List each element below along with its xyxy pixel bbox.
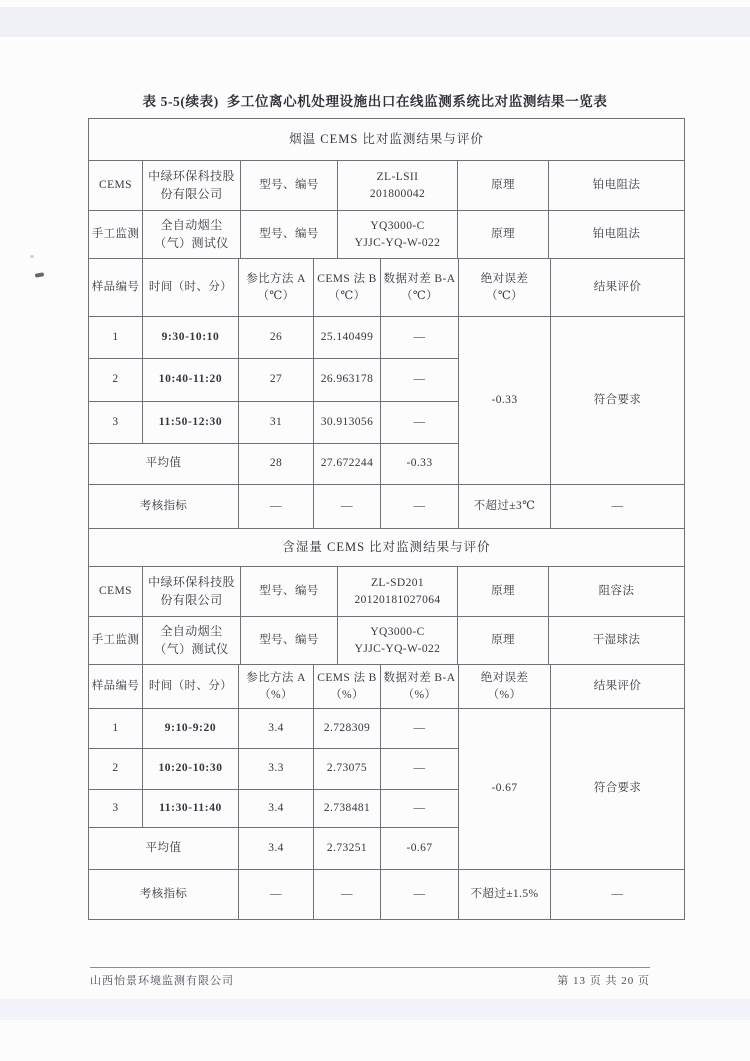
header-line1: 绝对误差 — [480, 671, 529, 684]
cell-cems-value: 30.913056 — [314, 402, 381, 444]
cell-evaluation-merged: 符合要求 — [551, 317, 685, 485]
cell-assess-limit: 不超过±3℃ — [459, 485, 551, 529]
cell-device-name: 中绿环保科技股份有限公司 — [143, 161, 241, 211]
footer-page-number: 第 13 页 共 20 页 — [557, 975, 650, 987]
cell-system-label: CEMS — [89, 161, 143, 211]
cell-diff-value: — — [381, 790, 459, 828]
header-line1: 参比方法 A — [246, 272, 306, 285]
cell-system-label: 手工监测 — [89, 211, 143, 259]
cell-ref-value: 3.4 — [239, 790, 314, 828]
section1-title: 烟温 CEMS 比对监测结果与评价 — [89, 119, 685, 161]
col-header-data-diff — [381, 665, 459, 709]
cell-assess-label: 考核指标 — [89, 485, 239, 529]
assess-row — [89, 870, 685, 920]
cell-principle-label: 原理 — [458, 617, 549, 665]
cell-average-cems: 2.73251 — [314, 828, 381, 870]
col-header-time: 时间（时、分） — [143, 259, 239, 317]
scan-tint-band-bottom — [0, 999, 750, 1020]
cell-principle-label: 原理 — [458, 567, 549, 617]
cell-assess-cems: — — [314, 870, 381, 920]
cell-time: 10:40-11:20 — [143, 359, 239, 402]
cell-sample-no: 1 — [89, 709, 143, 749]
cell-time: 10:20-10:30 — [143, 749, 239, 790]
cell-average-ref: 3.4 — [239, 828, 314, 870]
cell-abs-error-merged: -0.33 — [459, 317, 551, 485]
cell-system-label: CEMS — [89, 567, 143, 617]
cell-sample-no: 1 — [89, 317, 143, 359]
cell-diff-value: — — [381, 317, 459, 359]
page-title: 表 5-5(续表) 多工位离心机处理设施出口在线监测系统比对监测结果一览表 — [142, 94, 608, 109]
cell-model-label: 型号、编号 — [241, 617, 338, 665]
cell-cems-value: 2.738481 — [314, 790, 381, 828]
model-number: ZL-LSII — [376, 170, 419, 183]
col-header-evaluation: 结果评价 — [551, 665, 685, 709]
header-line2: （℃） — [400, 289, 439, 302]
col-header-sample-no: 样品编号 — [89, 665, 143, 709]
cell-system-label: 手工监测 — [89, 617, 143, 665]
cell-cems-value: 2.728309 — [314, 709, 381, 749]
model-number: ZL-SD201 — [370, 576, 425, 589]
cell-principle-label: 原理 — [458, 211, 549, 259]
table-row — [89, 709, 685, 749]
cell-principle-value: 干湿球法 — [549, 617, 685, 665]
table-row — [89, 317, 685, 359]
col-header-abs-error — [459, 259, 551, 317]
cell-model-serial — [338, 161, 458, 211]
cell-ref-value: 3.3 — [239, 749, 314, 790]
col-header-sample-no: 样品编号 — [89, 259, 143, 317]
cell-assess-ref: — — [239, 870, 314, 920]
scan-speck — [35, 272, 45, 278]
cell-diff-value: — — [381, 402, 459, 444]
cell-principle-value: 铂电阻法 — [549, 211, 685, 259]
cell-ref-value: 26 — [239, 317, 314, 359]
cell-assess-result: — — [551, 485, 685, 529]
cell-model-serial — [338, 617, 458, 665]
col-header-evaluation: 结果评价 — [551, 259, 685, 317]
cell-cems-value: 2.73075 — [314, 749, 381, 790]
cell-model-serial — [338, 567, 458, 617]
results-table — [88, 118, 684, 920]
cell-cems-value: 26.963178 — [314, 359, 381, 402]
table-row — [89, 211, 685, 259]
cell-model-label: 型号、编号 — [241, 567, 338, 617]
cell-assess-diff: — — [381, 870, 459, 920]
serial-number: 201800042 — [369, 187, 426, 200]
cell-assess-limit: 不超过±1.5% — [459, 870, 551, 920]
cell-sample-no: 2 — [89, 749, 143, 790]
model-number: YQ3000-C — [370, 625, 425, 638]
cell-time: 9:30-10:10 — [143, 317, 239, 359]
header-line2: （%） — [402, 688, 437, 701]
section2-equipment-table — [88, 528, 685, 665]
table-row — [89, 617, 685, 665]
cell-diff-value: — — [381, 749, 459, 790]
cell-device-name: 全自动烟尘（气）测试仪 — [143, 617, 241, 665]
cell-principle-value: 铂电阻法 — [549, 161, 685, 211]
cell-device-name: 中绿环保科技股份有限公司 — [143, 567, 241, 617]
header-line2: （%） — [259, 688, 293, 701]
cell-diff-value: — — [381, 709, 459, 749]
cell-assess-diff: — — [381, 485, 459, 529]
cell-time: 9:10-9:20 — [143, 709, 239, 749]
cell-ref-value: 3.4 — [239, 709, 314, 749]
cell-average-diff: -0.33 — [381, 444, 459, 485]
cell-model-serial — [338, 211, 458, 259]
model-number: YQ3000-C — [370, 219, 425, 232]
cell-model-label: 型号、编号 — [241, 211, 338, 259]
cell-principle-value: 阻容法 — [549, 567, 685, 617]
col-header-time: 时间（时、分） — [143, 665, 239, 709]
cell-device-name: 全自动烟尘（气）测试仪 — [143, 211, 241, 259]
cell-assess-label: 考核指标 — [89, 870, 239, 920]
serial-number: 20120181027064 — [354, 593, 441, 606]
section1-title-row — [89, 119, 685, 161]
cell-time: 11:50-12:30 — [143, 402, 239, 444]
cell-ref-value: 27 — [239, 359, 314, 402]
cell-diff-value: — — [381, 359, 459, 402]
scan-tint-band-top — [0, 7, 750, 37]
header-line2: （℃） — [485, 289, 524, 302]
col-header-ref-method — [239, 665, 314, 709]
cell-sample-no: 3 — [89, 402, 143, 444]
section2-title: 含湿量 CEMS 比对监测结果与评价 — [89, 529, 685, 567]
cell-cems-value: 25.140499 — [314, 317, 381, 359]
cell-average-cems: 27.672244 — [314, 444, 381, 485]
cell-model-label: 型号、编号 — [241, 161, 338, 211]
header-line1: CEMS 法 B — [317, 671, 377, 684]
cell-evaluation-merged: 符合要求 — [551, 709, 685, 870]
cell-ref-value: 31 — [239, 402, 314, 444]
cell-average-label: 平均值 — [89, 828, 239, 870]
col-header-ref-method — [239, 259, 314, 317]
header-line1: 数据对差 B-A — [383, 671, 456, 684]
cell-average-ref: 28 — [239, 444, 314, 485]
cell-assess-result: — — [551, 870, 685, 920]
section1-data-table — [88, 258, 685, 529]
header-row — [89, 665, 685, 709]
section1-equipment-table — [88, 118, 685, 259]
header-line2: （%） — [330, 688, 364, 701]
cell-sample-no: 3 — [89, 790, 143, 828]
table-row — [89, 567, 685, 617]
page-footer — [90, 967, 650, 988]
cell-sample-no: 2 — [89, 359, 143, 402]
col-header-cems — [314, 259, 381, 317]
cell-assess-ref: — — [239, 485, 314, 529]
col-header-abs-error — [459, 665, 551, 709]
cell-average-label: 平均值 — [89, 444, 239, 485]
scan-speck — [30, 255, 34, 258]
cell-principle-label: 原理 — [458, 161, 549, 211]
footer-company: 山西怡景环境监测有限公司 — [90, 975, 234, 987]
assess-row — [89, 485, 685, 529]
header-line1: 数据对差 B-A — [383, 272, 456, 285]
col-header-cems — [314, 665, 381, 709]
cell-abs-error-merged: -0.67 — [459, 709, 551, 870]
table-row — [89, 161, 685, 211]
section2-title-row — [89, 529, 685, 567]
serial-number: YJJC-YQ-W-022 — [354, 642, 441, 655]
section2-data-table — [88, 664, 685, 920]
header-line1: CEMS 法 B — [317, 272, 377, 285]
serial-number: YJJC-YQ-W-022 — [354, 236, 441, 249]
header-line1: 绝对误差 — [480, 272, 529, 285]
cell-assess-cems: — — [314, 485, 381, 529]
header-line1: 参比方法 A — [246, 671, 306, 684]
header-row — [89, 259, 685, 317]
header-line2: （℃） — [328, 289, 366, 302]
header-line2: （℃） — [257, 289, 295, 302]
cell-average-diff: -0.67 — [381, 828, 459, 870]
cell-time: 11:30-11:40 — [143, 790, 239, 828]
col-header-data-diff — [381, 259, 459, 317]
header-line2: （%） — [487, 688, 522, 701]
